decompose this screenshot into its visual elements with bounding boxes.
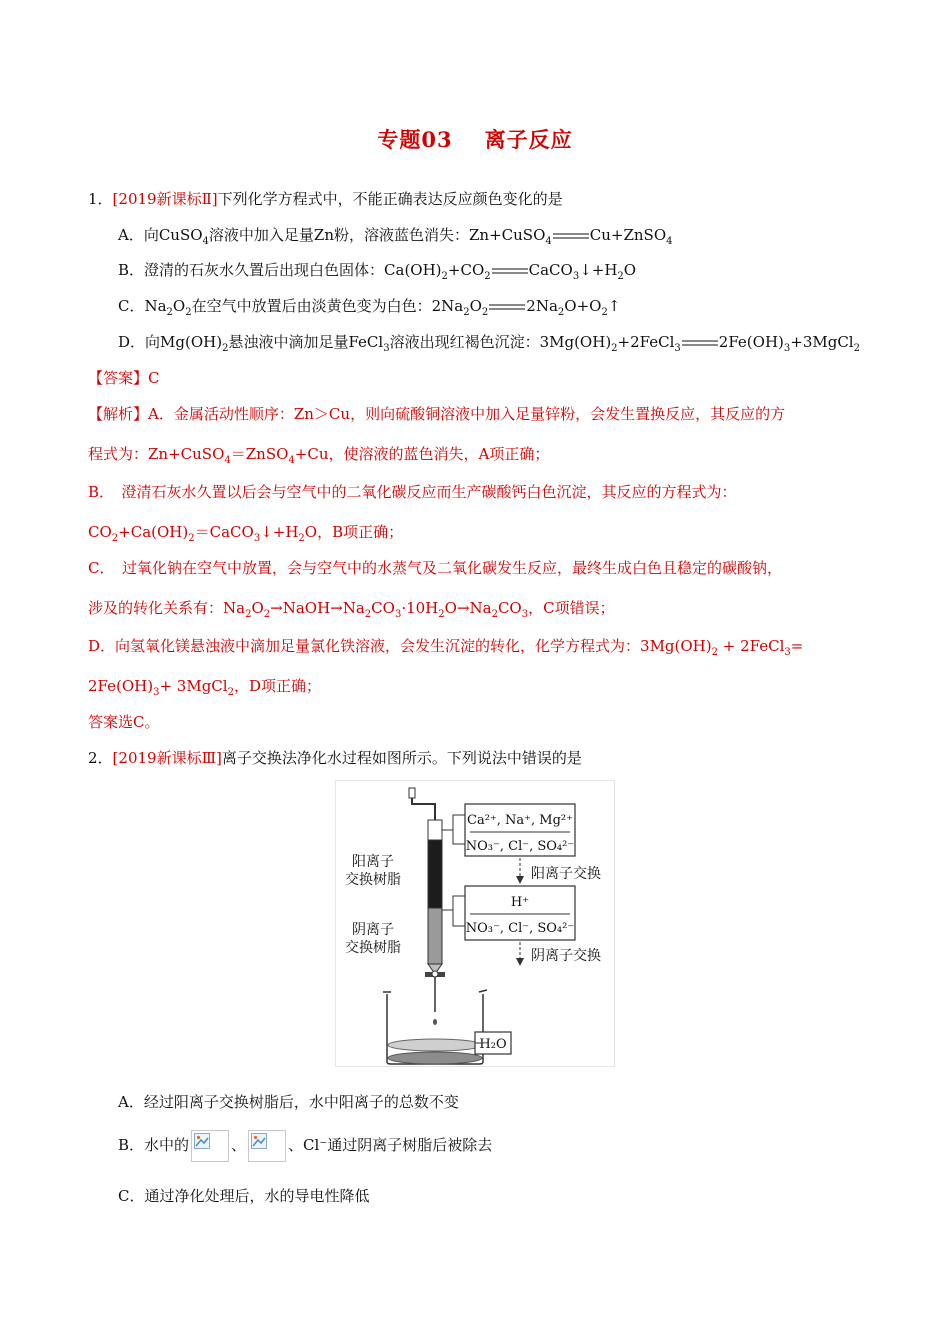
cation-resin-label-line2: 交换树脂 bbox=[345, 872, 401, 888]
q1-option-c: C．$Na_2O_2$在空气中放置后由淡黄色变为白色：$2Na_2O_2$ $2Na_2O+O_2↑$ bbox=[118, 297, 621, 318]
h2o-label: H₂O bbox=[479, 1037, 507, 1052]
q1-option-a: A．向CuSO$_4$溶液中加入足量Zn粉，溶液蓝色消失：Zn+CuSO$_4$ Cu+ZnSO$_4$ bbox=[118, 226, 673, 247]
broken-image-icon bbox=[191, 1130, 229, 1162]
title-topic-name: 离子反应 bbox=[484, 127, 573, 152]
q2-stem: 2．[2019新课标Ⅲ]离子交换法净化水过程如图所示。下列说法中错误的是 bbox=[88, 749, 582, 767]
q1-source: [2019新课标Ⅱ] bbox=[112, 190, 218, 208]
anion-resin-label-line2: 交换树脂 bbox=[345, 940, 401, 956]
cation-resin-label-line1: 阳离子 bbox=[352, 854, 394, 870]
q1-analysis-c-line2: 涉及的转化关系有：$Na_2O_2\to NaOH\to Na_2CO_3\cdot 10H_2O\to Na_2CO_3$，C项错误； bbox=[88, 599, 615, 620]
anion-resin-label-line1: 阴离子 bbox=[352, 922, 394, 938]
title-topic-number: 专题03 bbox=[377, 127, 453, 152]
q2-option-a: A．经过阳离子交换树脂后，水中阳离子的总数不变 bbox=[118, 1093, 459, 1111]
broken-image-icon bbox=[248, 1130, 286, 1162]
q2-option-b: B．水中的 、 、Cl⁻通过阴离子树脂后被除去 bbox=[118, 1128, 492, 1162]
q1-analysis-d-line2: $2Fe(OH)_3+$ 3MgCl$_2$，D项正确； bbox=[88, 677, 321, 698]
q1-option-d: D．向$Mg(OH)_2$悬浊液中滴加足量FeCl$_3$溶液出现红褐色沉淀：$3Mg(OH)_2+2FeCl_3$ $2Fe(OH)_3+3MgCl_2$ bbox=[118, 333, 860, 354]
q1-stem: 1．[2019新课标Ⅱ]下列化学方程式中，不能正确表达反应颜色变化的是 bbox=[88, 190, 563, 208]
cation-resin-column bbox=[428, 840, 442, 908]
q1-final-answer: 答案选C。 bbox=[88, 713, 160, 731]
q2-source: [2019新课标Ⅲ] bbox=[112, 749, 222, 767]
q1-analysis-a-line1: 【解析】A．金属活动性顺序：Zn＞Cu，则向硫酸铜溶液中加入足量锌粉，会发生置换反应，其反应的方 bbox=[88, 405, 786, 423]
q1-analysis-b-line1: B． 澄清石灰水久置以后会与空气中的二氧化碳反应而生产碳酸钙白色沉淀，其反应的方程式为： bbox=[88, 483, 737, 501]
q1-analysis-d-line1: D．向氢氧化镁悬浊液中滴加足量氯化铁溶液，会发生沉淀的转化，化学方程式为：$3Mg(OH)_2$ + 2FeCl$_3$= bbox=[88, 637, 804, 658]
svg-text:NO₃⁻, Cl⁻, SO₄²⁻: NO₃⁻, Cl⁻, SO₄²⁻ bbox=[465, 839, 575, 854]
q1-analysis-a-line2: 程式为：Zn+CuSO$_4$＝ZnSO$_4$+Cu，使溶液的蓝色消失，A项正确； bbox=[88, 445, 550, 466]
anion-exchange-label: 阴离子交换 bbox=[531, 948, 601, 964]
q1-analysis-c-line1: C． 过氧化钠在空气中放置，会与空气中的水蒸气及二氧化碳发生反应，最终生成白色且稳定的碳酸钠， bbox=[88, 559, 782, 577]
svg-text:Ca²⁺, Na⁺, Mg²⁺: Ca²⁺, Na⁺, Mg²⁺ bbox=[467, 813, 573, 828]
page-title bbox=[0, 124, 950, 154]
ion-exchange-diagram bbox=[335, 780, 615, 1067]
q1-analysis-b-line2: $CO_2+Ca(OH)_2=CaCO_3↓+H_2O$，B项正确； bbox=[88, 523, 404, 544]
q1-answer: 【答案】C bbox=[88, 369, 160, 387]
svg-text:NO₃⁻, Cl⁻, SO₄²⁻: NO₃⁻, Cl⁻, SO₄²⁻ bbox=[465, 921, 575, 936]
svg-text:H⁺: H⁺ bbox=[510, 895, 530, 910]
q2-option-c: C．通过净化处理后，水的导电性降低 bbox=[118, 1187, 370, 1205]
cation-exchange-label: 阳离子交换 bbox=[531, 866, 601, 882]
ion-exchange-figure bbox=[335, 780, 615, 1067]
anion-resin-column bbox=[428, 908, 442, 964]
q1-option-b: B．澄清的石灰水久置后出现白色固体：$Ca(OH)_2+CO_2$ $CaCO_3↓+H_2O$ bbox=[118, 261, 637, 282]
